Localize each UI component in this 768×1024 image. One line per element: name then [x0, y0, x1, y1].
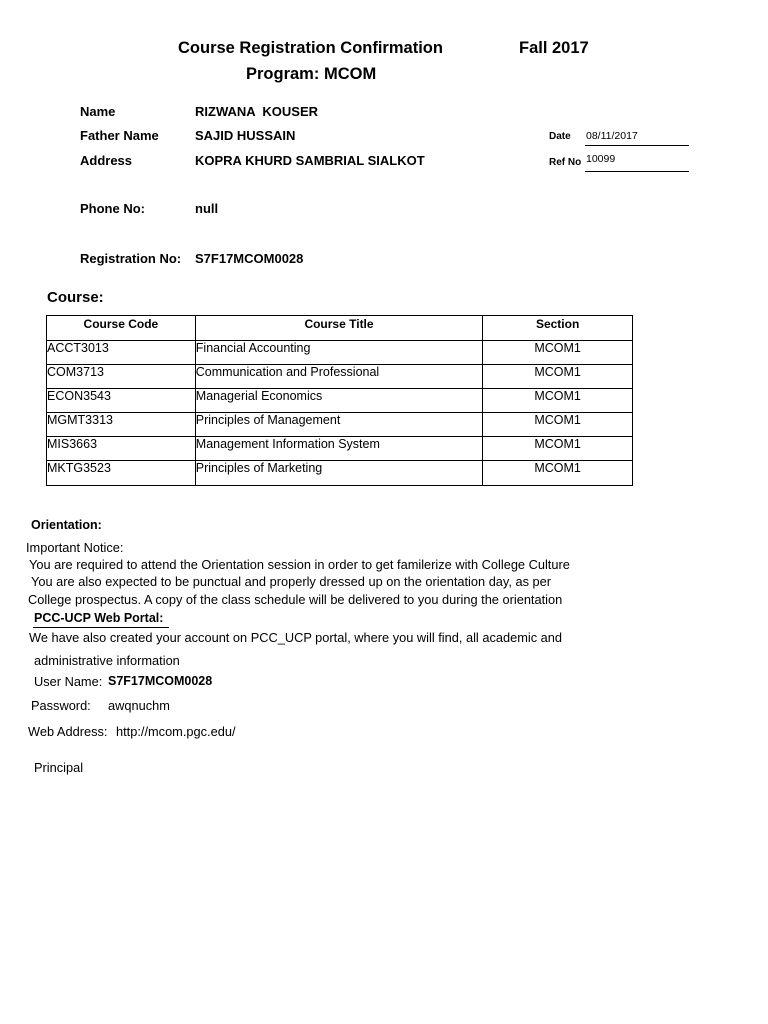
web-address-link[interactable]: http://mcom.pgc.edu/: [116, 724, 236, 739]
term-label: Fall 2017: [519, 39, 589, 57]
table-row: [47, 413, 633, 437]
portal-line-2: administrative information: [34, 653, 180, 668]
column-header-section: Section: [483, 316, 633, 341]
date-label: Date: [549, 131, 571, 142]
program-heading: [246, 65, 376, 84]
ref-value: 10099: [586, 153, 616, 165]
course-title: Communication and Professional: [195, 365, 482, 389]
address-label: Address: [80, 153, 133, 168]
address-value: KOPRA KHURD SAMBRIAL SIALKOT: [195, 153, 425, 168]
principal-signatory: Principal: [34, 760, 84, 775]
registration-number: S7F17MCOM0028: [195, 251, 304, 266]
ref-label: Ref No: [549, 157, 582, 168]
portal-line-1: We have also created your account on PCC_UCP portal, where you will find, all academic and: [29, 630, 563, 645]
father-name: SAJID HUSSAIN: [195, 128, 296, 143]
column-header-course-code: Course Code: [47, 316, 196, 341]
registration-label: Registration No:: [80, 251, 182, 266]
table-row: [47, 461, 633, 486]
table-row: [47, 365, 633, 389]
web-address-label: Web Address:: [28, 724, 108, 739]
course-section: MCOM1: [483, 365, 633, 389]
course-title: Financial Accounting: [195, 341, 482, 365]
orientation-line-3: College prospectus. A copy of the class schedule will be delivered to you during the orientation: [28, 592, 563, 607]
notice-label: Important Notice:: [26, 540, 124, 555]
phone-label: Phone No:: [80, 201, 145, 216]
course-code: ACCT3013: [47, 341, 196, 365]
program-label: Program:: [246, 65, 320, 83]
course-heading: Course:: [47, 289, 104, 306]
student-name: RIZWANA KOUSER: [195, 104, 319, 119]
course-section: MCOM1: [483, 389, 633, 413]
course-code: ECON3543: [47, 389, 196, 413]
username-value: S7F17MCOM0028: [108, 674, 213, 688]
date-value: 08/11/2017: [586, 130, 638, 142]
date-underline: [585, 145, 689, 146]
name-label: Name: [80, 104, 116, 119]
course-section: MCOM1: [483, 413, 633, 437]
orientation-heading: Orientation:: [31, 518, 102, 532]
course-title: Principles of Management: [195, 413, 482, 437]
password-value: awqnuchm: [108, 698, 170, 713]
orientation-line-1: You are required to attend the Orientation session in order to get familerize with College Culture: [29, 557, 570, 572]
course-code: MIS3663: [47, 437, 196, 461]
program-value: MCOM: [323, 65, 377, 83]
course-section: MCOM1: [483, 461, 633, 486]
course-section: MCOM1: [483, 341, 633, 365]
phone-value: null: [195, 201, 219, 216]
father-name-label: Father Name: [80, 128, 159, 143]
table-row: [47, 437, 633, 461]
table-row: [47, 341, 633, 365]
password-label: Password:: [31, 698, 91, 713]
table-row: [47, 389, 633, 413]
course-title: Management Information System: [195, 437, 482, 461]
course-title: Managerial Economics: [195, 389, 482, 413]
course-code: MGMT3313: [47, 413, 196, 437]
ref-underline: [585, 171, 689, 172]
portal-heading: PCC-UCP Web Portal:: [34, 611, 164, 625]
course-section: MCOM1: [483, 437, 633, 461]
course-table-header: [47, 316, 633, 341]
document-title: Course Registration Confirmation: [178, 39, 443, 57]
portal-heading-underline: [33, 627, 169, 628]
course-code: COM3713: [47, 365, 196, 389]
orientation-line-2: You are also expected to be punctual and properly dressed up on the orientation day, as per: [31, 574, 552, 589]
username-label: User Name:: [34, 674, 103, 689]
course-title: Principles of Marketing: [195, 461, 482, 486]
column-header-course-title: Course Title: [195, 316, 482, 341]
course-code: MKTG3523: [47, 461, 196, 486]
course-table: [46, 315, 633, 486]
